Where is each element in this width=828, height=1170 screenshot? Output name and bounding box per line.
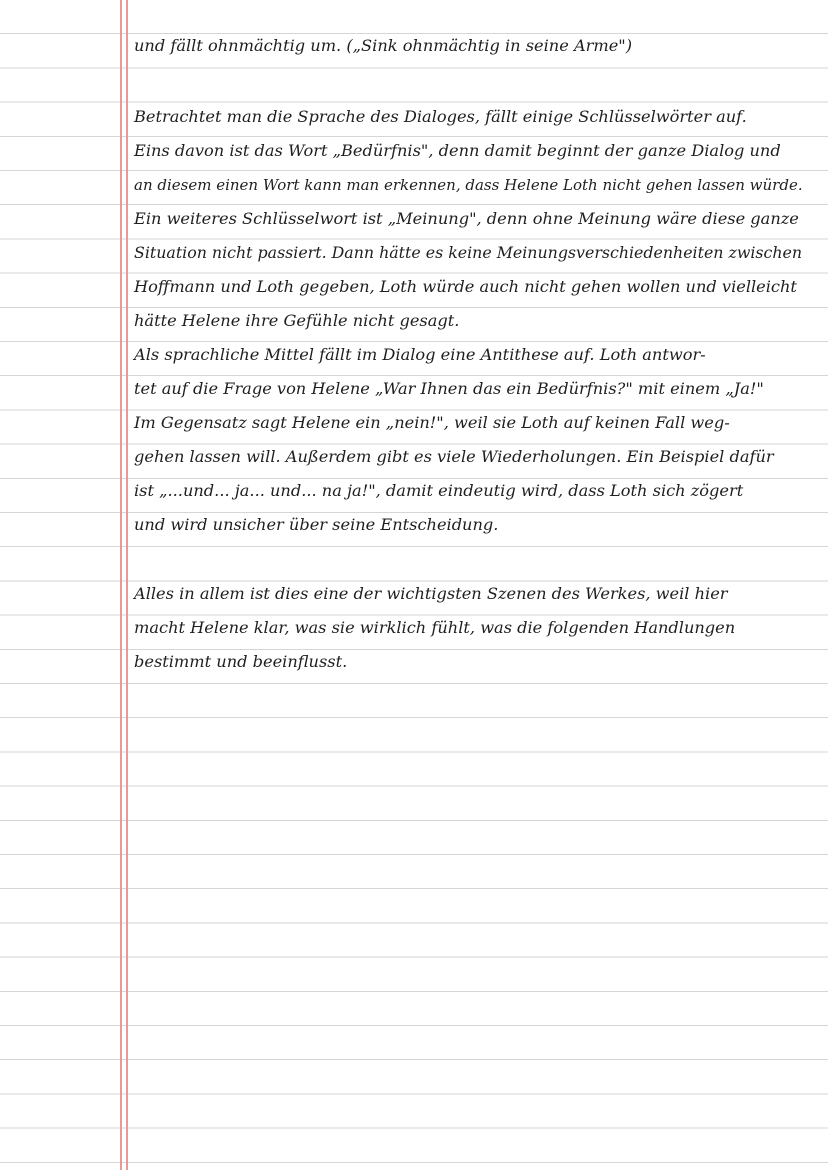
- margin-line-left: [120, 0, 122, 1170]
- text-line: Eins davon ist das Wort „Bedürfnis", denn damit beginnt der ganze Dialog und: [134, 141, 781, 160]
- text-line: bestimmt und beeinflusst.: [134, 652, 348, 671]
- text-line: und wird unsicher über seine Entscheidung.: [134, 515, 499, 534]
- text-line: hätte Helene ihre Gefühle nicht gesagt.: [134, 311, 460, 330]
- margin-line-right: [126, 0, 128, 1170]
- text-line: ist „...und... ja... und... na ja!", damit eindeutig wird, dass Loth sich zögert: [134, 481, 744, 500]
- text-line: Hoffmann und Loth gegeben, Loth würde auch nicht gehen wollen und vielleicht: [134, 277, 797, 296]
- text-line: Situation nicht passiert. Dann hätte es keine Meinungsverschiedenheiten zwischen: [134, 243, 803, 262]
- text-line: Betrachtet man die Sprache des Dialoges, fällt einige Schlüsselwörter auf.: [134, 107, 747, 126]
- text-line: macht Helene klar, was sie wirklich fühlt, was die folgenden Handlungen: [134, 618, 736, 637]
- text-line: und fällt ohnmächtig um. („Sink ohnmächtig in seine Arme"): [134, 36, 633, 55]
- text-line: an diesem einen Wort kann man erkennen, dass Helene Loth nicht gehen lassen würde.: [134, 176, 803, 194]
- text-line: Im Gegensatz sagt Helene ein „nein!", weil sie Loth auf keinen Fall weg-: [134, 413, 730, 432]
- text-line: Alles in allem ist dies eine der wichtigsten Szenen des Werkes, weil hier: [134, 584, 728, 603]
- text-line: Ein weiteres Schlüsselwort ist „Meinung", denn ohne Meinung wäre diese ganze: [134, 209, 799, 228]
- text-line: Als sprachliche Mittel fällt im Dialog eine Antithese auf. Loth antwor-: [134, 345, 706, 364]
- text-line: gehen lassen will. Außerdem gibt es viele Wiederholungen. Ein Beispiel dafür: [134, 447, 774, 466]
- text-line: tet auf die Frage von Helene „War Ihnen das ein Bedürfnis?" mit einem „Ja!": [134, 379, 764, 398]
